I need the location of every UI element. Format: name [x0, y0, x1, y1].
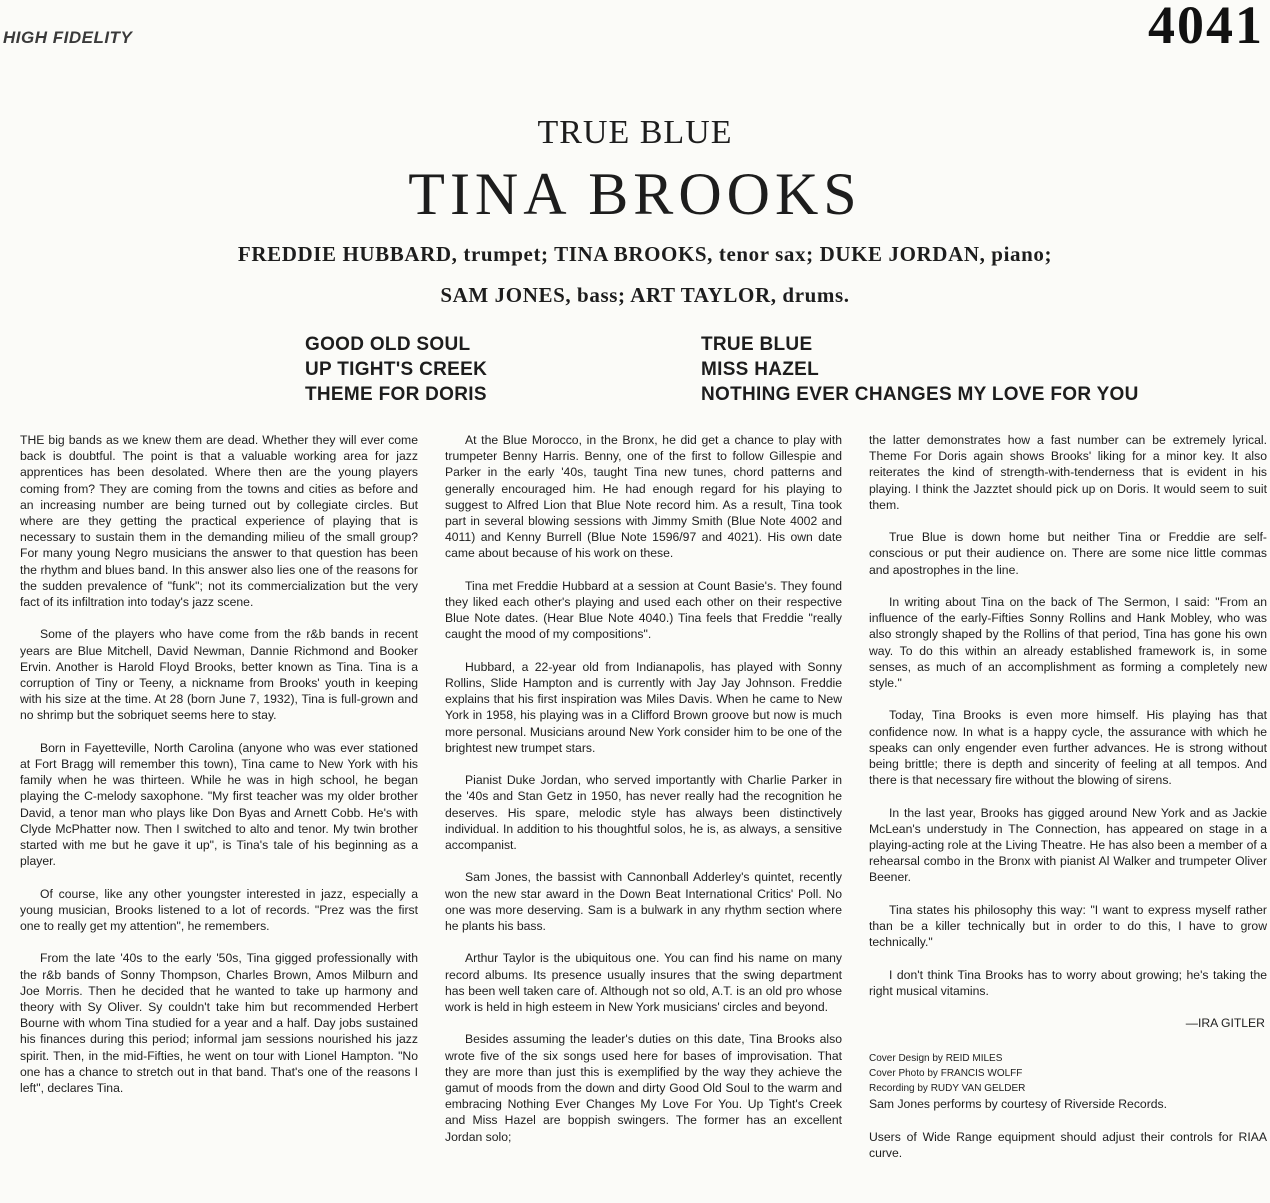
catalog-number: 4041	[1148, 0, 1264, 55]
liner-notes-paragraph: Hubbard, a 22-year old from Indianapolis, has played with Sonny Rollins, Slide Hampton and is currently with Jay Jay Johnson. Freddie explains that his first inspiration was Miles Davis. When he came to New York in 1958, his playing was in a Clifford Brown groove but now is much more personal. Musicians around New York consider him to be one of the brightest new trumpet stars.	[445, 659, 842, 755]
liner-notes-column-1	[20, 432, 418, 1112]
liner-notes-paragraph: the latter demonstrates how a fast number can be extremely lyrical. Theme For Doris again shows Brooks' liking for a minor key. It also reiterates the kind of strength-with-tenderness that is evident in his playing. I think the Jazztet should pick up on Doris. It would seem to suit them.	[869, 433, 1267, 512]
hifi-label: HIGH FIDELITY	[3, 28, 133, 47]
production-credits	[869, 1051, 1267, 1096]
liner-notes-paragraph: In the last year, Brooks has gigged around New York and as Jackie McLean's understudy in The Connection, has appeared on stage in a playing-acting role at the Living Theatre. He has also been a member of a rehearsal combo in the Bronx with pianist Al Walker and trumpeter Oliver Beener.	[869, 805, 1267, 885]
liner-notes-paragraph: THE big bands as we knew them are dead. Whether they will ever come back is doubtful. The point is that a valuable working area for jazz apprentices has been desolated. Where then are the young players coming from? They are coming from the towns and cities as before and an increasing number are being turned out by collegiate circles. But where are they getting the practical experience of playing that is necessary to sustain them in the demanding milieu of the small group? For many young Negro musicians the answer to that question has been the rhythm and blues band. In this answer also lies one of the reasons for the sudden prevalence of "funk"; not its commercialization but the very fact of its infiltration into today's jazz scene.	[20, 433, 418, 610]
liner-notes-paragraph: Sam Jones, the bassist with Cannonball Adderley's quintet, recently won the new star award in the Down Beat International Critics' Poll. No one was more deserving. Sam is a bulwark in any rhythm section where he plants his bass.	[445, 870, 842, 934]
liner-notes-paragraph: Today, Tina Brooks is even more himself. His playing has that confidence now. In what is a happy cycle, the assurance with which he speaks can only engender even further advances. He is strong without being brittle; there is depth and sincerity of feeling at all tempos. And there is that necessary fire without the blowing of sirens.	[869, 708, 1267, 788]
album-title: TRUE BLUE	[537, 114, 733, 151]
track-title: NOTHING EVER CHANGES MY LOVE FOR YOU	[701, 384, 1139, 405]
track-title: GOOD OLD SOUL	[305, 334, 471, 355]
credit-recording: Recording by RUDY VAN GELDER	[869, 1083, 1026, 1095]
personnel-line-2: SAM JONES, bass; ART TAYLOR, drums.	[440, 283, 850, 307]
liner-notes-paragraph: Tina met Freddie Hubbard at a session at Count Basie's. They found they liked each other's playing and used each other on their respective Blue Note dates. (Hear Blue Note 4040.) Tina feels that Freddie "really caught the mood of my compositions".	[445, 578, 842, 642]
liner-notes-paragraph: Besides assuming the leader's duties on this date, Tina Brooks also wrote five of the six songs used here for bases of improvisation. That they are more than just this is exemplified by the way they achieve the gamut of moods from the down and dirty Good Old Soul to the warm and embracing Nothing Ever Changes My Love For You. Up Tight's Creek and Miss Hazel are boppish swingers. The former has an excellent Jordan solo;	[445, 1032, 842, 1144]
track-title: THEME FOR DORIS	[305, 384, 487, 405]
liner-notes-paragraph: Born in Fayetteville, North Carolina (anyone who was ever stationed at Fort Bragg will remember this town), Tina came to New York with his family when he was thirteen. While he was in high school, he began playing the C-melody saxophone. "My first teacher was my older brother David, a tenor man who plays like Don Byas and Arnett Cobb. He's with Clyde McPhatter now. Then I switched to alto and tenor. My twin brother started with me but he gave it up", is Tina's tale of his beginning as a player.	[20, 740, 418, 869]
track-list-left	[305, 332, 487, 407]
liner-notes-column-2	[445, 432, 842, 1161]
liner-notes-paragraph: From the late '40s to the early '50s, Tina gigged professionally with the r&b bands of Sonny Thompson, Charles Brown, Amos Milburn and Joe Morris. Then he decided that he wanted to take up harmony and theory with Sy Oliver. Sy couldn't take him but recommended Herbert Bourne with whom Tina studied for a year and a half. Day jobs sustained his finances during this period; informal jam sessions nourished his jazz spirit. Then, in the mid-Fifties, he went on tour with Lionel Hampton. "No one has a chance to stretch out in that band. That's one of the reasons I left", declares Tina.	[20, 951, 418, 1096]
liner-notes-paragraph: Tina states his philosophy this way: "I want to express myself rather than be a killer technically but in order to do this, I have to grow technically."	[869, 902, 1267, 950]
track-list-right	[701, 332, 1139, 407]
liner-notes-paragraph: Pianist Duke Jordan, who served importantly with Charlie Parker in the '40s and Stan Getz in 1950, has never really had the recognition he deserves. His spare, melodic style has always been distinctively individual. In addition to his thoughtful solos, he is, as always, a sensitive accompanist.	[445, 773, 842, 853]
liner-notes-paragraph: At the Blue Morocco, in the Bronx, he did get a chance to play with trumpeter Benny Harris. Benny, one of the first to follow Gillespie and Parker in the early '40s, taught Tina new tunes, chord patterns and generally encouraged him. He had enough regard for his playing to suggest to Alfred Lion that Blue Note record him. As a result, Tina took part in several blowing sessions with Jimmy Smith (Blue Note 4002 and 4011) and Kenny Burrell (Blue Note 1596/97 and 4021). His own date came about because of his work on these.	[445, 433, 842, 561]
courtesy-note: Sam Jones performs by courtesy of Riverside Records.	[869, 1097, 1168, 1112]
artist-name: TINA BROOKS	[408, 161, 862, 227]
personnel-line-1: FREDDIE HUBBARD, trumpet; TINA BROOKS, tenor sax; DUKE JORDAN, piano;	[237, 242, 1053, 266]
credit-cover-design: Cover Design by REID MILES	[869, 1053, 1003, 1065]
liner-notes-paragraph: Some of the players who have come from the r&b bands in recent years are Blue Mitchell, David Newman, Dannie Richmond and Booker Ervin. Another is Harold Floyd Brooks, better known as Tina. Tina is a corruption of Tiny or Teeny, a nickname from Brooks' youth in keeping with his size at the time. At 28 (born June 7, 1932), Tina is full-grown and no shrimp but the sobriquet seems here to stay.	[20, 627, 418, 723]
liner-notes-paragraph: Arthur Taylor is the ubiquitous one. You can find his name on many record albums. Its presence usually insures that the swing department has been well taken care of. Although not so old, A.T. is an old pro whose work is held in high esteem in New York musicians' circles and beyond.	[445, 951, 842, 1015]
track-title: UP TIGHT'S CREEK	[305, 359, 488, 380]
track-title: TRUE BLUE	[701, 334, 813, 355]
author-signature: —IRA GITLER	[1185, 1016, 1265, 1031]
credit-cover-photo: Cover Photo by FRANCIS WOLFF	[869, 1068, 1023, 1080]
liner-notes-paragraph: I don't think Tina Brooks has to worry about growing; he's taking the right musical vitamins.	[869, 967, 1267, 998]
liner-notes-paragraph: In writing about Tina on the back of The Sermon, I said: "From an influence of the early-Fifties Sonny Rollins and Hank Mobley, who was also strongly shaped by the Rollins of that period, Tina has gone his own way. To do this within an already established framework is, in some senses, as much of an accomplishment as forming a completely new style."	[869, 595, 1267, 691]
liner-notes-column-3	[869, 432, 1267, 1177]
liner-notes-paragraph: Of course, like any other youngster interested in jazz, especially a young musician, Brooks listened to a lot of records. "Prez was the first one to really get my attention", he remembers.	[20, 886, 418, 934]
track-title: MISS HAZEL	[701, 359, 820, 380]
riaa-note: Users of Wide Range equipment should adjust their controls for RIAA curve.	[869, 1129, 1267, 1160]
liner-notes-paragraph: True Blue is down home but neither Tina or Freddie are self-conscious or put their audience on. There are some nice little commas and apostrophes in the line.	[869, 530, 1267, 577]
